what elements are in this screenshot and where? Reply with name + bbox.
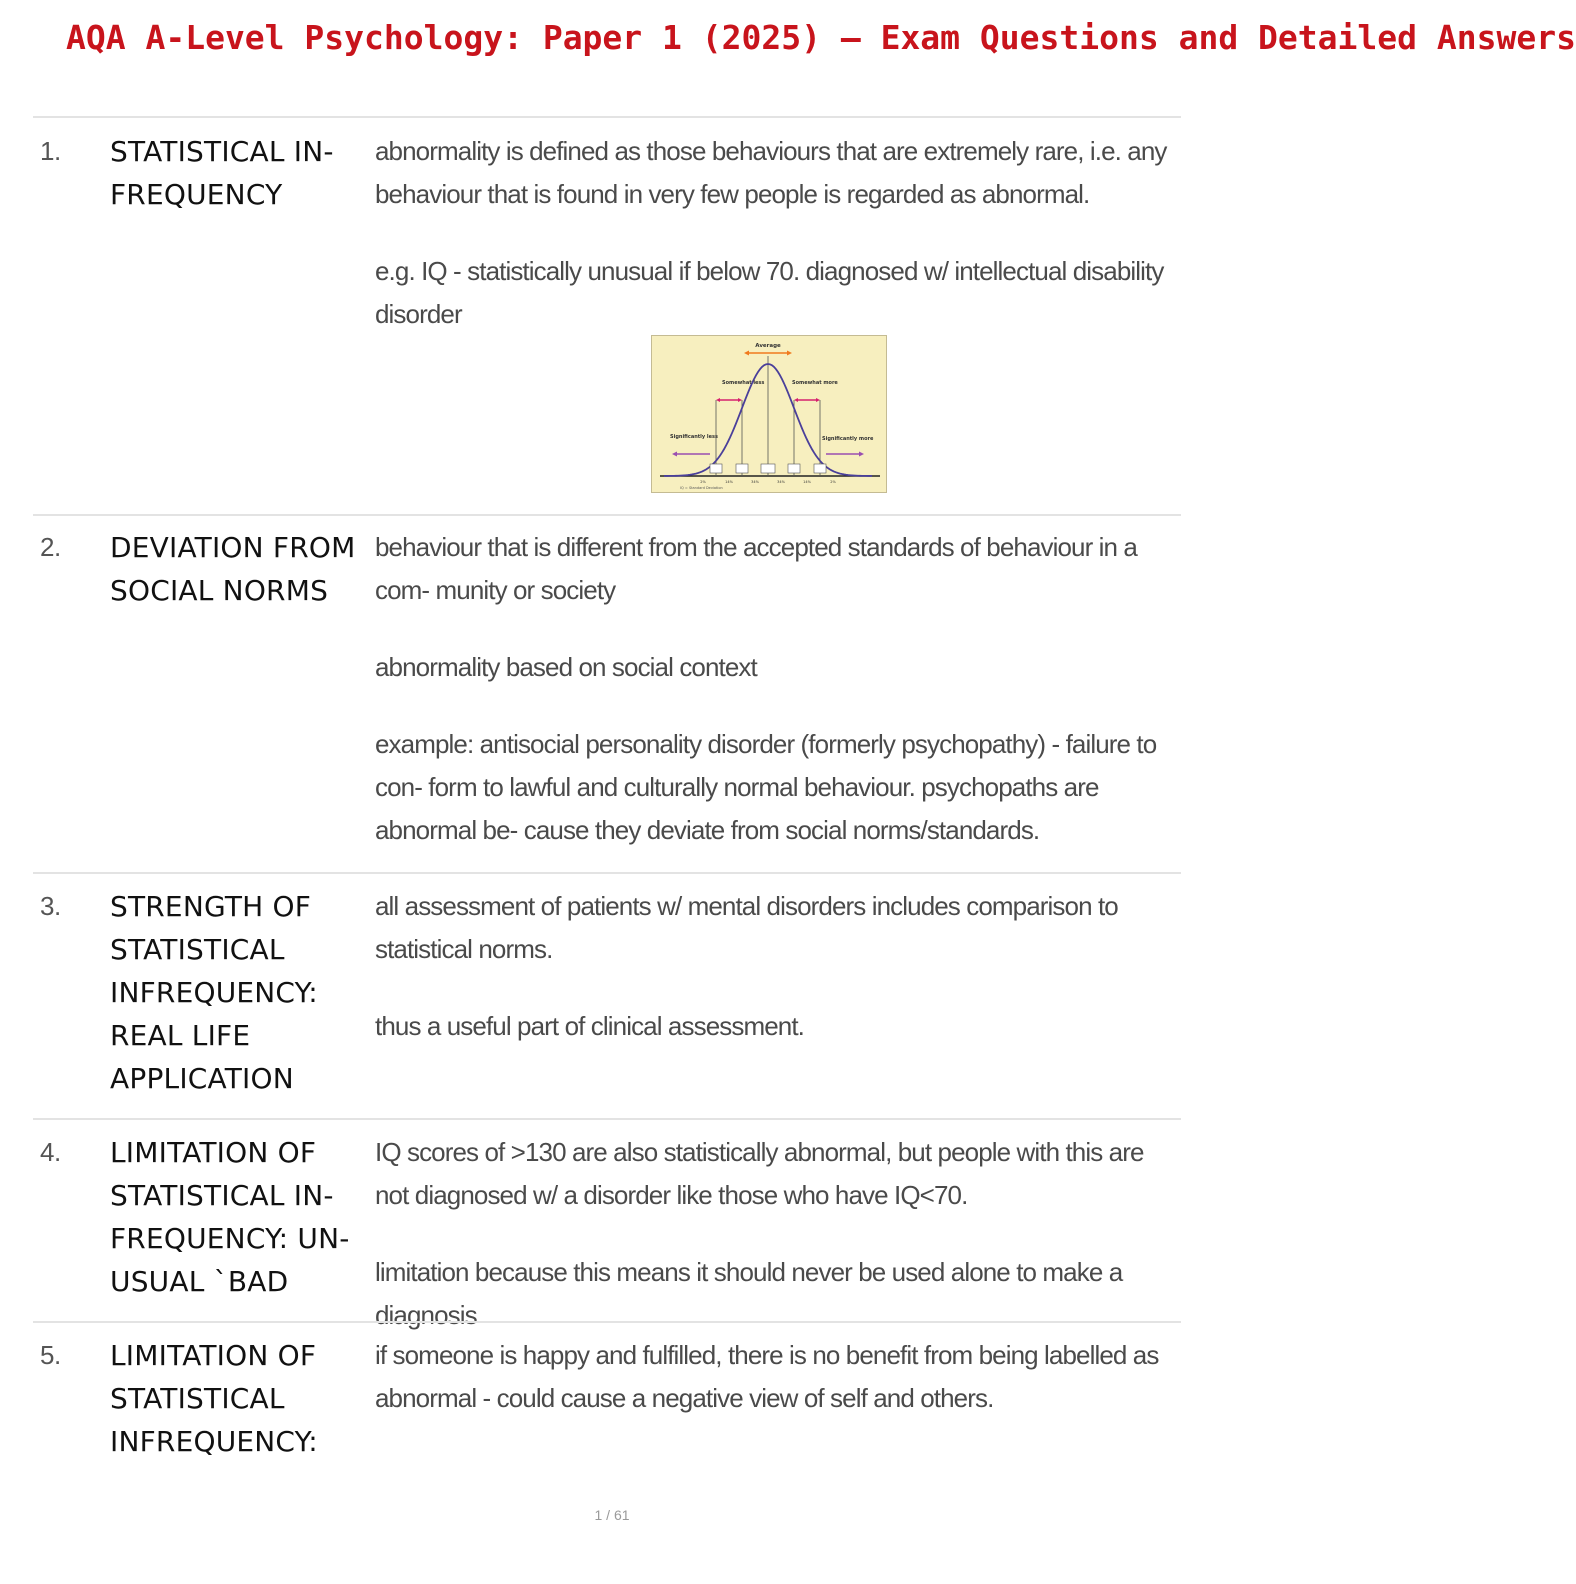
item-number: 3. bbox=[40, 891, 61, 921]
score-box bbox=[736, 464, 748, 473]
arrow-head bbox=[859, 452, 864, 457]
definition-paragraph: behaviour that is different from the accepted standards of behaviour in a com- munity or society bbox=[375, 532, 1137, 605]
band-percentage-label: 34% bbox=[751, 480, 759, 484]
item-term: DEVIATION FROM SOCIAL NORMS bbox=[110, 531, 356, 607]
arrow-head bbox=[787, 351, 792, 356]
divider bbox=[33, 872, 1181, 874]
label-somewhat-more: Somewhat more bbox=[792, 380, 838, 386]
band-percentages bbox=[700, 480, 836, 484]
label-significantly-more: Significantly more bbox=[822, 436, 874, 442]
item-term: STATISTICAL IN- FREQUENCY bbox=[110, 135, 334, 211]
item-definition bbox=[375, 130, 1175, 370]
normal-distribution-svg bbox=[652, 336, 886, 492]
definition-paragraph: all assessment of patients w/ mental disorders includes comparison to statistical norms. bbox=[375, 891, 1118, 964]
item-definition bbox=[375, 1334, 1175, 1454]
page-indicator: 1 / 61 bbox=[594, 1507, 630, 1523]
definition-paragraph: example: antisocial personality disorder (formerly psychopathy) - failure to con- form to lawful and culturally normal behaviour. psychopaths are abnormal be- cause they deviate from social norms/standards. bbox=[375, 729, 1157, 845]
definition-paragraph: thus a useful part of clinical assessment. bbox=[375, 1011, 804, 1041]
definition-paragraph: e.g. IQ - statistically unusual if below 70. diagnosed w/ intellectual disability disorder bbox=[375, 256, 1164, 329]
arrow-head bbox=[716, 398, 720, 402]
divider bbox=[33, 514, 1181, 516]
score-box bbox=[761, 464, 775, 473]
item-definition bbox=[375, 885, 1175, 1082]
arrow-head bbox=[672, 452, 677, 457]
band-percentage-label: 14% bbox=[803, 480, 811, 484]
arrow-head bbox=[794, 398, 798, 402]
item-definition bbox=[375, 526, 1175, 886]
item-term: LIMITATION OF STATISTICAL IN- FREQUENCY: UN- USUAL `BAD bbox=[110, 1136, 350, 1298]
definition-paragraph: limitation because this means it should never be used alone to make a diagnosis bbox=[375, 1257, 1123, 1330]
definition-paragraph: if someone is happy and fulfilled, there is no benefit from being labelled as abnormal - could cause a negative view of self and others. bbox=[375, 1340, 1159, 1413]
item-number: 2. bbox=[40, 532, 61, 562]
band-percentage-label: 2% bbox=[700, 480, 706, 484]
band-percentage-label: 2% bbox=[830, 480, 836, 484]
divider bbox=[33, 116, 1181, 118]
item-number: 5. bbox=[40, 1340, 61, 1370]
label-sd-axis: IQ = Standard Deviation bbox=[680, 486, 723, 490]
label-significantly-less: Significantly less bbox=[670, 434, 718, 440]
item-number: 1. bbox=[40, 136, 61, 166]
definition-paragraph: abnormality based on social context bbox=[375, 652, 757, 682]
page-title bbox=[66, 18, 1576, 58]
normal-distribution-figure bbox=[651, 335, 887, 493]
item-term: LIMITATION OF STATISTICAL INFREQUENCY: bbox=[110, 1339, 318, 1458]
divider bbox=[33, 1118, 1181, 1120]
band-percentage-label: 34% bbox=[777, 480, 785, 484]
band-percentage-label: 14% bbox=[725, 480, 733, 484]
score-box bbox=[788, 464, 800, 473]
definition-paragraph: IQ scores of >130 are also statistically abnormal, but people with this are not diagnosed w/ a disorder like those who have IQ<70. bbox=[375, 1137, 1144, 1210]
page-title-text: AQA A-Level Psychology: Paper 1 (2025) – Exam Questions and Detailed Answers bbox=[66, 18, 1576, 57]
item-term: STRENGTH OF STATISTICAL INFREQUENCY: REAL LIFE APPLICATION bbox=[110, 890, 318, 1095]
divider bbox=[33, 1321, 1181, 1323]
label-somewhat-less: Somewhat less bbox=[722, 380, 765, 386]
score-box bbox=[710, 464, 722, 473]
arrow-head bbox=[816, 398, 820, 402]
label-average: Average bbox=[755, 343, 781, 349]
item-number: 4. bbox=[40, 1137, 61, 1167]
arrow-head bbox=[744, 351, 749, 356]
definition-paragraph: abnormality is defined as those behaviours that are extremely rare, i.e. any behaviour that is found in very few people is regarded as abnormal. bbox=[375, 136, 1167, 209]
arrow-head bbox=[738, 398, 742, 402]
score-box bbox=[814, 464, 826, 473]
